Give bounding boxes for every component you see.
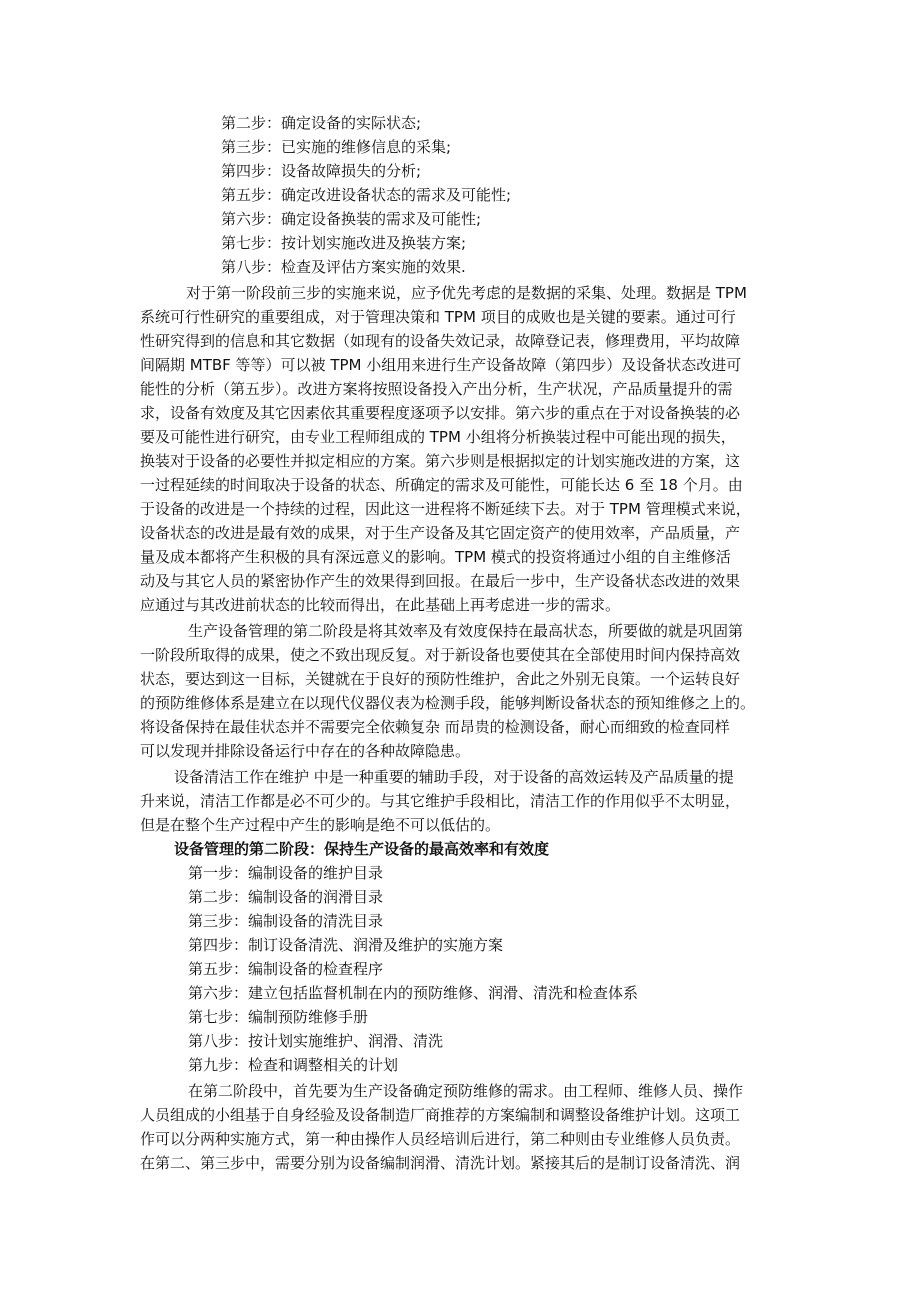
step-item: 第五步：确定改进设备状态的需求及可能性; [221,186,512,204]
paragraph-line: 在第二、第三步中，需要分别为设备编制润滑、清洗计划。紧接其后的是制订设备清洗、润 [140,1154,741,1172]
paragraph-line: 的预防维修体系是建立在以现代仪器仪表为检测手段，能够判断设备状态的预知维修之上的。 [140,694,756,712]
paragraph-line: 生产设备管理的第二阶段是将其效率及有效度保持在最高状态，所要做的就是巩固第 [188,622,744,640]
step-item: 第四步：制订设备清洗、润滑及维护的实施方案 [188,936,504,954]
step-item: 第三步：已实施的维修信息的采集; [221,138,452,156]
paragraph-line: 求，设备有效度及其它因素依其重要程度逐项予以安排。第六步的重点在于对设备换装的必 [140,404,741,422]
step-item: 第六步：建立包括监督机制在内的预防维修、润滑、清洗和检查体系 [188,984,639,1002]
paragraph-line: 设备清洁工作在维护 中是一种重要的辅助手段，对于设备的高效运转及产品质量的提 [174,768,734,786]
paragraph-line: 间隔期 MTBF 等等）可以被 TPM 小组用来进行生产设备故障（第四步）及设备状态改进可 [140,356,742,374]
step-item: 第一步：编制设备的维护目录 [188,864,384,882]
paragraph-line: 在第二阶段中，首先要为生产设备确定预防维修的需求。由工程师、维修人员、操作 [188,1082,744,1100]
step-item: 第二步：确定设备的实际状态; [221,114,422,132]
paragraph-line: 设备状态的改进是最有效的成果，对于生产设备及其它固定资产的使用效率，产品质量，产 [140,524,741,542]
paragraph-line: 动及与其它人员的紧密协作产生的效果得到回报。在最后一步中，生产设备状态改进的效果 [140,572,741,590]
step-item: 第九步：检查和调整相关的计划 [188,1056,399,1074]
paragraph-line: 一过程延续的时间取决于设备的状态、所确定的需求及可能性，可能长达 6 至 18 个月。由 [140,476,743,494]
step-item: 第六步：确定设备换装的需求及可能性; [221,210,482,228]
paragraph-line: 换装对于设备的必要性并拟定相应的方案。第六步则是根据拟定的计划实施改进的方案，这 [140,452,741,470]
step-item: 第二步：编制设备的润滑目录 [188,888,384,906]
paragraph-line: 作可以分两种实施方式，第一种由操作人员经培训后进行，第二种则由专业维修人员负责。 [140,1130,741,1148]
paragraph-line: 将设备保持在最佳状态并不需要完全依赖复杂 而昂贵的检测设备，耐心而细致的检查同样 [140,718,730,736]
paragraph-line: 可以发现并排除设备运行中存在的各种故障隐患。 [140,742,471,760]
paragraph-line: 对于第一阶段前三步的实施来说，应予优先考虑的是数据的采集、处理。数据是 TPM [186,284,747,302]
paragraph-line: 一阶段所取得的成果，使之不致出现反复。对于新设备也要使其在全部使用时间内保持高效 [140,646,741,664]
step-item: 第七步：编制预防维修手册 [188,1008,369,1026]
step-item: 第三步：编制设备的清洗目录 [188,912,384,930]
paragraph-line: 于设备的改进是一个持续的过程，因此这一进程将不断延续下去。对于 TPM 管理模式来说， [140,500,751,518]
step-item: 第七步：按计划实施改进及换装方案; [221,234,467,252]
paragraph-line: 升来说，清洁工作都是必不可少的。与其它维护手段相比，清洁工作的作用似乎不太明显， [140,792,741,810]
step-item: 第四步：设备故障损失的分析; [221,162,422,180]
paragraph-line: 量及成本都将产生积极的具有深远意义的影响。TPM 模式的投资将通过小组的自主维修活 [140,548,731,566]
paragraph-line: 应通过与其改进前状态的比较而得出，在此基础上再考虑进一步的需求。 [140,596,621,614]
paragraph-line: 性研究得到的信息和其它数据（如现有的设备失效记录，故障登记表，修理费用，平均故障 [140,332,741,350]
step-item: 第五步：编制设备的检查程序 [188,960,384,978]
paragraph-line: 要及可能性进行研究，由专业工程师组成的 TPM 小组将分析换装过程中可能出现的损失， [140,428,736,446]
paragraph-line: 人员组成的小组基于自身经验及设备制造厂商推荐的方案编制和调整设备维护计划。这项工 [140,1106,741,1124]
step-item: 第八步：检查及评估方案实施的效果. [221,258,466,276]
paragraph-line: 但是在整个生产过程中产生的影响是绝不可以低估的。 [140,816,501,834]
step-item: 第八步：按计划实施维护、润滑、清洗 [188,1032,444,1050]
paragraph-line: 状态，要达到这一目标，关键就在于良好的预防性维护，舍此之外别无良策。一个运转良好 [140,670,741,688]
paragraph-line: 系统可行性研究的重要组成，对于管理决策和 TPM 项目的成败也是关键的要素。通过可行 [140,308,736,326]
section-heading: 设备管理的第二阶段：保持生产设备的最高效率和有效度 [174,840,550,858]
paragraph-line: 能性的分析（第五步）。改进方案将按照设备投入产出分析，生产状况，产品质量提升的需 [140,380,733,398]
